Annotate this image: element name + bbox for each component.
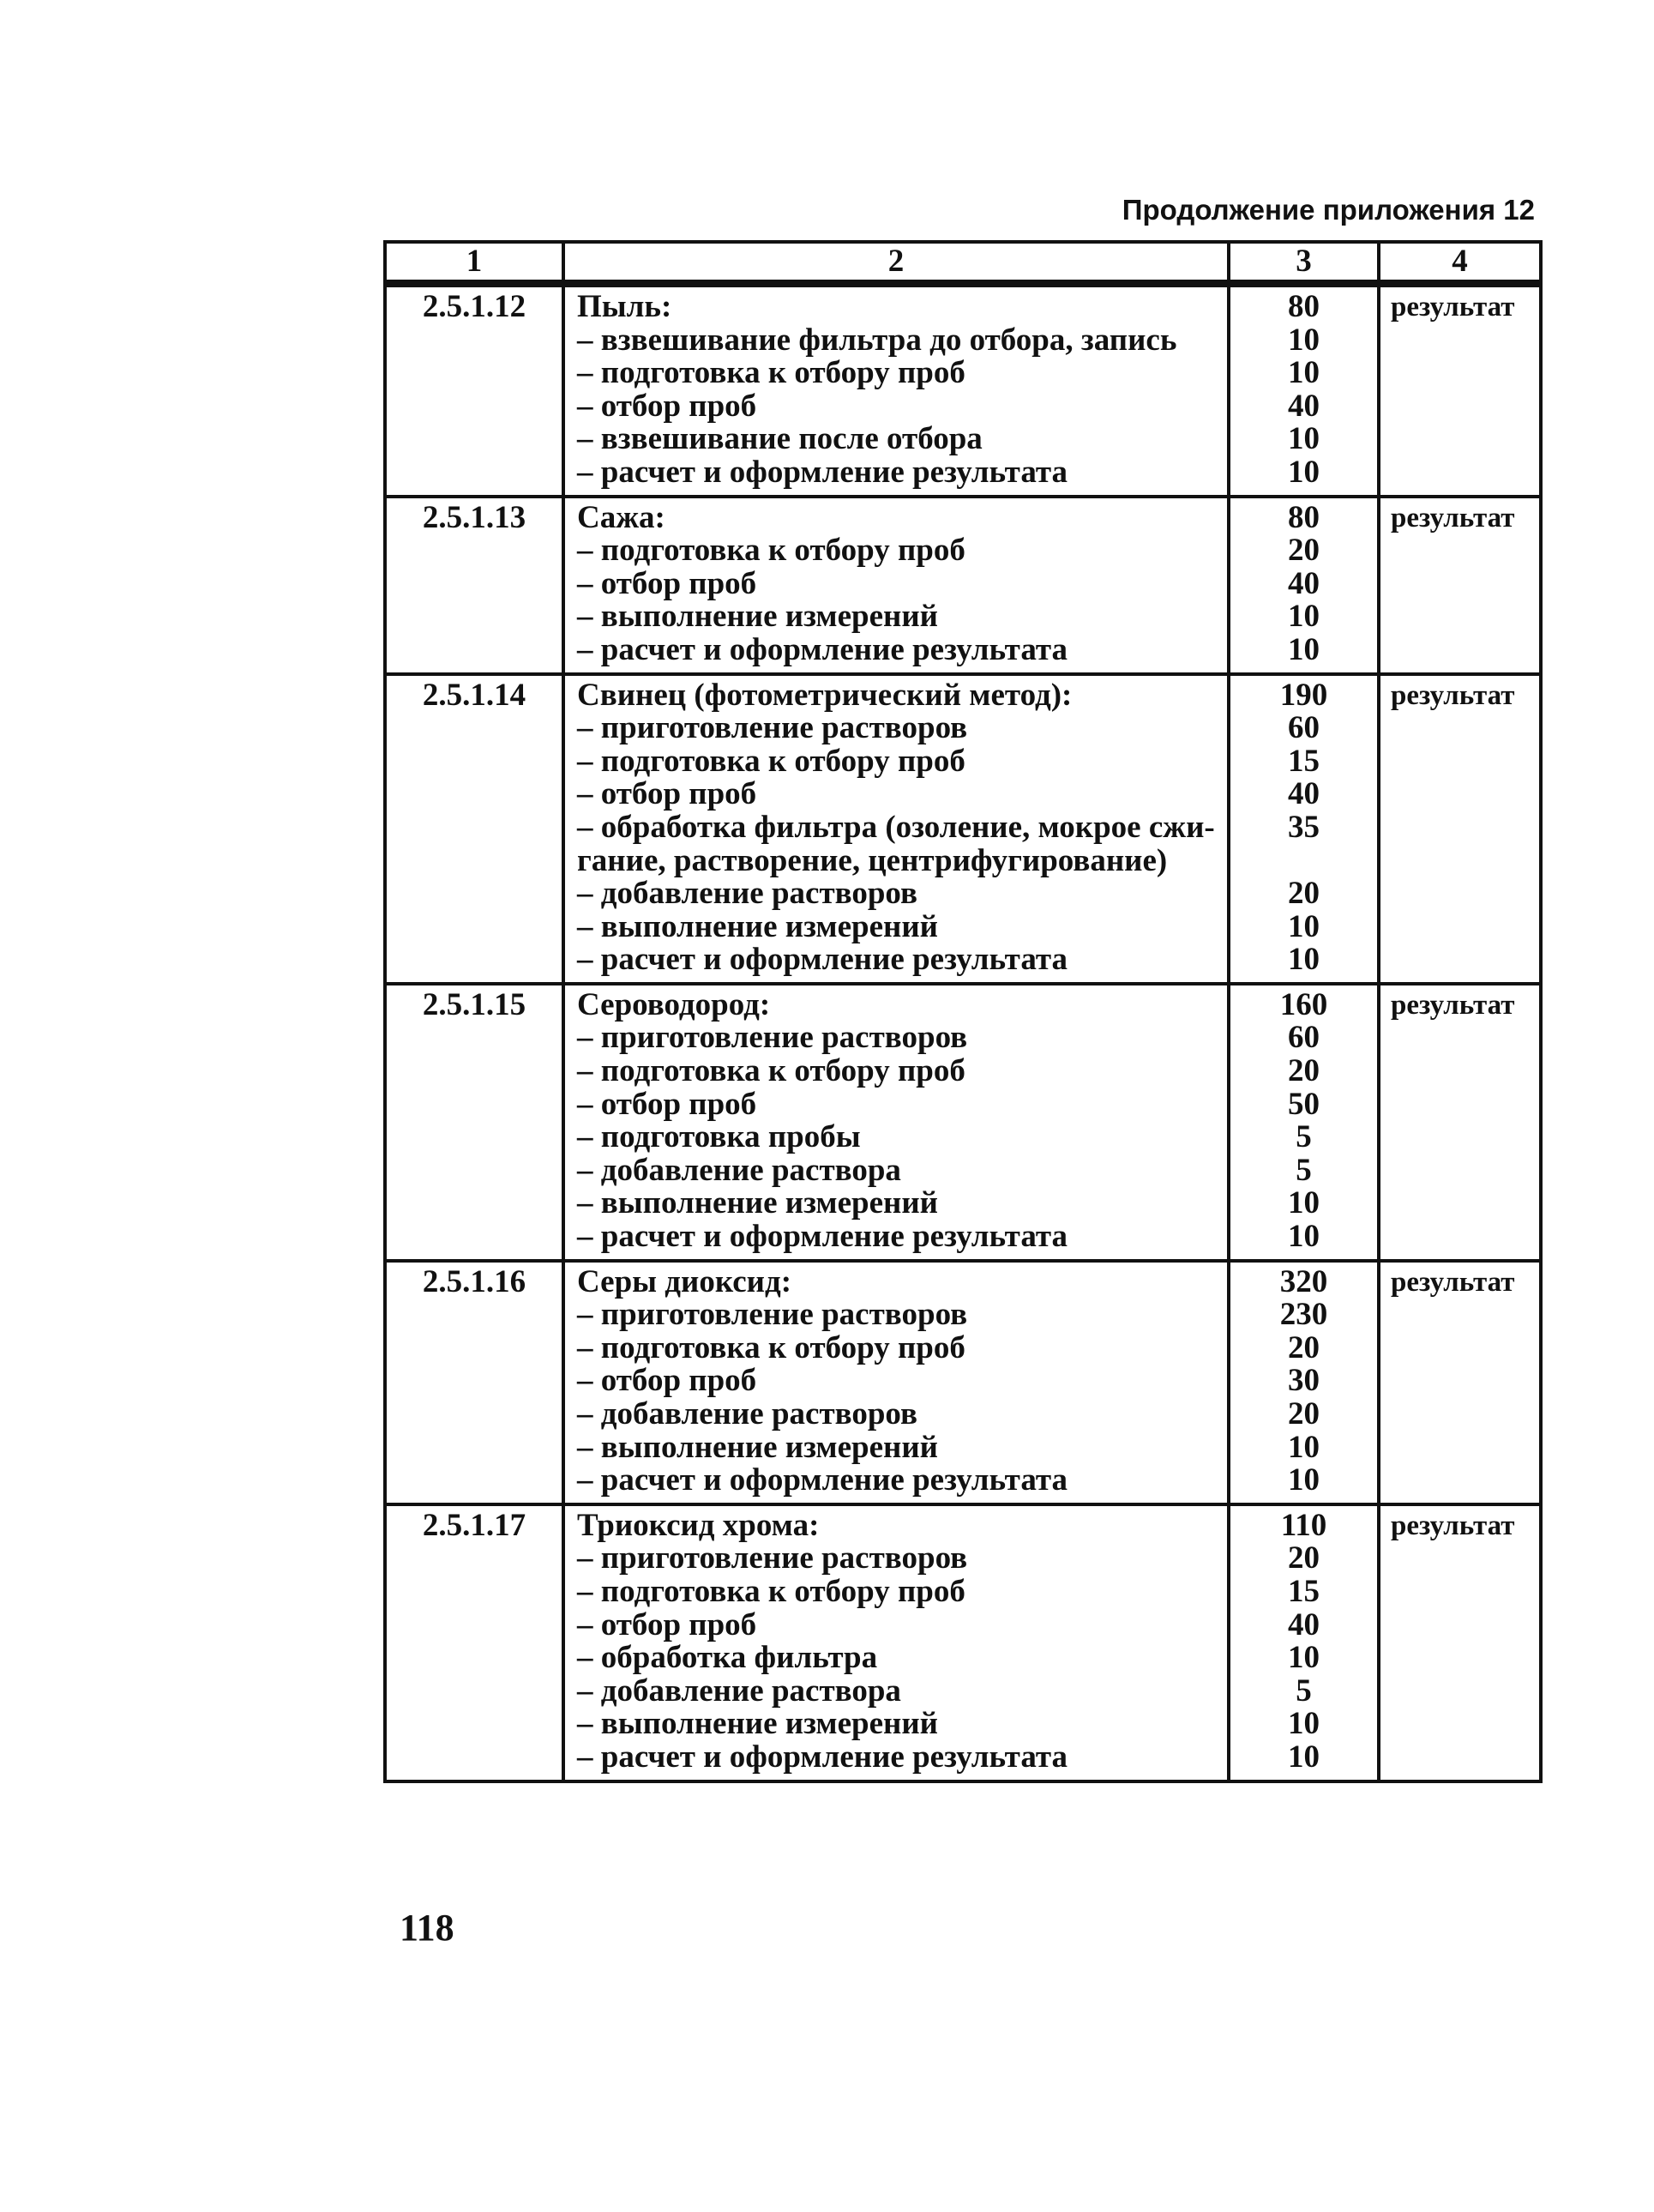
item-code: 2.5.1.14 xyxy=(385,674,563,984)
column-header-1: 1 xyxy=(385,242,563,284)
operation-line: – расчет и оформление результата xyxy=(577,1462,1068,1498)
column-header-4: 4 xyxy=(1379,242,1541,284)
operation-line: Пыль: xyxy=(577,289,672,324)
operation-line: – приготовление растворов xyxy=(577,1540,968,1576)
norms-table xyxy=(383,240,1543,1783)
time-value: 20 xyxy=(1288,1329,1320,1365)
time-value: 10 xyxy=(1288,1462,1320,1498)
time-value: 10 xyxy=(1288,908,1320,944)
time-values xyxy=(1229,1261,1379,1504)
time-value: 60 xyxy=(1288,710,1320,746)
time-value: 10 xyxy=(1288,1640,1320,1676)
operation-line: Серы диоксид: xyxy=(577,1263,792,1299)
operation-line: – добавление раствора xyxy=(577,1673,901,1709)
operation-line: Свинец (фотометрический метод): xyxy=(577,677,1073,713)
time-values xyxy=(1229,674,1379,984)
time-value: 60 xyxy=(1288,1020,1320,1056)
time-value: 40 xyxy=(1288,776,1320,812)
operation-line: Триоксид хрома: xyxy=(577,1507,820,1543)
operation-line: – приготовление растворов xyxy=(577,710,968,746)
operation-description xyxy=(563,984,1229,1261)
operation-line: – отбор проб xyxy=(577,776,757,812)
page-number: 118 xyxy=(400,1907,454,1949)
time-value: 20 xyxy=(1288,1053,1320,1089)
time-value: 20 xyxy=(1288,533,1320,569)
time-value: 35 xyxy=(1288,809,1320,845)
operation-line: – приготовление растворов xyxy=(577,1020,968,1056)
time-value: 80 xyxy=(1288,289,1320,324)
table-row xyxy=(385,284,1541,497)
operation-line: – взвешивание после отбора xyxy=(577,421,983,457)
operation-description xyxy=(563,284,1229,497)
operation-line: – подготовка пробы xyxy=(577,1119,861,1155)
continuation-caption: Продолжение приложения 12 xyxy=(1122,194,1535,226)
time-value: 20 xyxy=(1288,1396,1320,1431)
operation-line: – добавление раствора xyxy=(577,1152,901,1188)
time-value xyxy=(1236,845,1372,878)
operation-line: – подготовка к отбору проб xyxy=(577,355,965,391)
result-unit: результат xyxy=(1379,674,1541,984)
operation-line: – подготовка к отбору проб xyxy=(577,533,965,569)
time-value: 20 xyxy=(1288,1540,1320,1576)
time-value: 40 xyxy=(1288,565,1320,601)
operation-line: – расчет и оформление результата xyxy=(577,631,1068,667)
operation-line: Сероводород: xyxy=(577,986,771,1022)
operation-description xyxy=(563,674,1229,984)
time-value: 5 xyxy=(1296,1673,1312,1709)
time-value: 40 xyxy=(1288,388,1320,424)
time-values xyxy=(1229,284,1379,497)
time-value: 160 xyxy=(1279,986,1328,1022)
time-value: 20 xyxy=(1288,876,1320,912)
time-values xyxy=(1229,1504,1379,1781)
operation-line: – обработка фильтра (озоление, мокрое сжи- xyxy=(577,809,1215,845)
operation-line: – отбор проб xyxy=(577,565,757,601)
operation-line: – добавление растворов xyxy=(577,1396,917,1431)
result-unit: результат xyxy=(1379,984,1541,1261)
time-value: 15 xyxy=(1288,743,1320,779)
time-value: 190 xyxy=(1279,677,1328,713)
result-unit: результат xyxy=(1379,1261,1541,1504)
time-value: 50 xyxy=(1288,1086,1320,1122)
operation-line: – отбор проб xyxy=(577,1363,757,1399)
time-value: 10 xyxy=(1288,1706,1320,1742)
operation-line: – расчет и оформление результата xyxy=(577,454,1068,490)
item-code: 2.5.1.17 xyxy=(385,1504,563,1781)
time-value: 110 xyxy=(1280,1507,1327,1543)
operation-line: – выполнение измерений xyxy=(577,599,939,635)
time-value: 10 xyxy=(1288,322,1320,358)
operation-line: – отбор проб xyxy=(577,1606,757,1642)
column-header-2: 2 xyxy=(563,242,1229,284)
operation-line: – подготовка к отбору проб xyxy=(577,743,965,779)
time-value: 10 xyxy=(1288,1185,1320,1221)
time-value: 10 xyxy=(1288,1739,1320,1775)
operation-line: Сажа: xyxy=(577,499,665,535)
table-row xyxy=(385,674,1541,984)
item-code: 2.5.1.12 xyxy=(385,284,563,497)
time-value: 15 xyxy=(1288,1573,1320,1609)
operation-line: – расчет и оформление результата xyxy=(577,1219,1068,1255)
operation-line: гание, растворение, центрифугирование) xyxy=(577,842,1168,878)
operation-line: – подготовка к отбору проб xyxy=(577,1053,965,1089)
operation-line: – добавление растворов xyxy=(577,876,917,912)
time-value: 230 xyxy=(1279,1297,1328,1333)
table-row xyxy=(385,984,1541,1261)
result-unit: результат xyxy=(1379,284,1541,497)
time-value: 10 xyxy=(1288,631,1320,667)
operation-description xyxy=(563,497,1229,674)
time-value: 10 xyxy=(1288,599,1320,635)
table-header-row xyxy=(385,242,1541,284)
time-value: 5 xyxy=(1296,1152,1312,1188)
operation-line: – расчет и оформление результата xyxy=(577,942,1068,978)
operation-line: – подготовка к отбору проб xyxy=(577,1573,965,1609)
operation-line: – расчет и оформление результата xyxy=(577,1739,1068,1775)
table-row xyxy=(385,497,1541,674)
item-code: 2.5.1.15 xyxy=(385,984,563,1261)
operation-line: – отбор проб xyxy=(577,388,757,424)
operation-line: – выполнение измерений xyxy=(577,1706,939,1742)
time-value: 80 xyxy=(1288,499,1320,535)
time-value: 10 xyxy=(1288,1219,1320,1255)
operation-line: – взвешивание фильтра до отбора, запись xyxy=(577,322,1177,358)
operation-line: – выполнение измерений xyxy=(577,1429,939,1465)
operation-description xyxy=(563,1261,1229,1504)
result-unit: результат xyxy=(1379,497,1541,674)
column-header-3: 3 xyxy=(1229,242,1379,284)
time-value: 10 xyxy=(1288,355,1320,391)
operation-description xyxy=(563,1504,1229,1781)
operation-line: – приготовление растворов xyxy=(577,1297,968,1333)
table-row xyxy=(385,1504,1541,1781)
time-value: 10 xyxy=(1288,1429,1320,1465)
operation-line: – выполнение измерений xyxy=(577,1185,939,1221)
operation-line: – обработка фильтра xyxy=(577,1640,878,1676)
operation-line: – отбор проб xyxy=(577,1086,757,1122)
operation-line: – выполнение измерений xyxy=(577,908,939,944)
table-row xyxy=(385,1261,1541,1504)
time-value: 40 xyxy=(1288,1606,1320,1642)
time-value: 10 xyxy=(1288,942,1320,978)
item-code: 2.5.1.13 xyxy=(385,497,563,674)
time-value: 320 xyxy=(1279,1263,1328,1299)
operation-line: – подготовка к отбору проб xyxy=(577,1329,965,1365)
time-values xyxy=(1229,497,1379,674)
time-values xyxy=(1229,984,1379,1261)
item-code: 2.5.1.16 xyxy=(385,1261,563,1504)
time-value: 30 xyxy=(1288,1363,1320,1399)
time-value: 10 xyxy=(1288,454,1320,490)
time-value: 5 xyxy=(1296,1119,1312,1155)
result-unit: результат xyxy=(1379,1504,1541,1781)
time-value: 10 xyxy=(1288,421,1320,457)
table-body xyxy=(385,284,1541,1781)
